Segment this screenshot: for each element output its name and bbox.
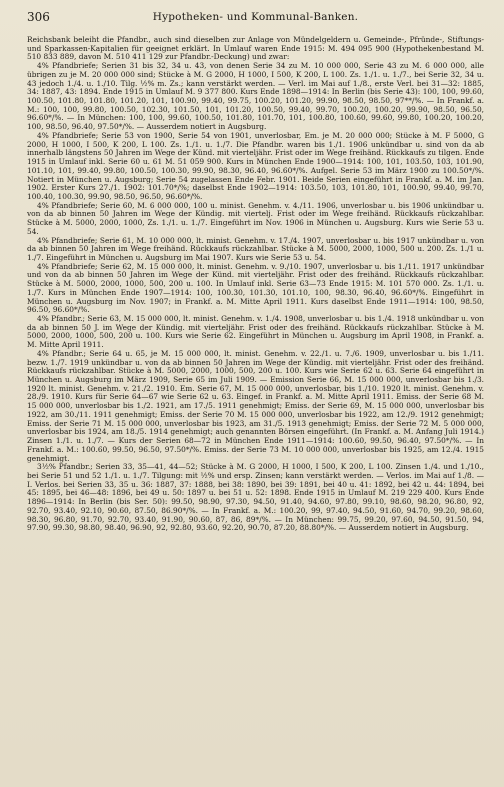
body-text <box>27 36 484 533</box>
paragraph-3-5pct-series: 3½% Pfandbr.; Serien 33, 35—41, 44—52; Stücke à M. G 2000, H 1000, I 500, K 200, L 100. Zinsen 1./4. und 1./10., bei Serie 51 und 52 1./1. u. 1./7. Tilgung: mit ½% und ersp. Zinsen; kann verstärkt werden. — Verlos. im Mai auf 1./8. — I. Verlos. bei Serien 33, 35 u. 36: 1887, 37: 1888, bei 38: 1890, bei 39: 1891, bei 40 u. 41: 1892, bei 42 u. 44: 1894, bei 45: 1895, bei 46—48: 1896, bei 49 u. 50: 1897 u. bei 51 u. 52: 1898. Ende 1915 in Umlauf M. 219 229 400. Kurs Ende 1896—1914: In Berlin (bis Ser. 50): 99.50, 98.90, 97.30, 94.50, 91.40, 94.60, 97.80, 99.10, 98.60, 98.20, 96.80, 92, 92.70, 93.40, 92.10, 90.60, 87.50, 86.90*/%. — In Frankf. a. M.: 100.20, 99, 97.40, 94.50, 91.60, 94.70, 99.20, 98.60, 98.30, 96.80, 91.70, 92.70, 93.40, 91.90, 90.60, 87, 86, 89*/%. — In München: 99.75, 99.20, 97.60, 94.50, 91.50, 94, 97.90, 99.30, 98.80, 98.40, 96.90, 92, 92.80, 93.60, 92.20, 90.70, 87.20, 88.80*/%. — Ausserdem notiert in Augsburg. <box>27 462 484 533</box>
page-header <box>27 10 484 26</box>
paragraph-4pct-series-60: 4% Pfandbriefe; Serie 60, M. 6 000 000, 100 u. minist. Genehm. v. 4./11. 1906, unverlosbar u. bis 1906 unkündbar u. von da ab binnen 50 Jahren im Wege der Kündig. mit viertelj. Frist oder im Wege freihänd. Rückkaufs rückzahlbar. Stücke à M. 5000, 2000, 1000, Zs. 1./1. u. 1./7. Eingeführt im Nov. 1906 in München u. Augsburg. Kurs wie Serie 53 u. 54. <box>27 200 484 236</box>
paragraph-reichsbank: Reichsbank beleiht die Pfandbr., auch sind dieselben zur Anlage von Mündelgeldern u. Gemeinde-, Pfründe-, Stiftungs- und Sparkassen-Kapitalien für geeignet erklärt. In Umlauf waren Ende 1915: M. 494 095 900 (Hypothekenbestand M. 510 833 889, davon M. 510 411 129 zur Pfandbr.-Deckung) und zwar: <box>27 35 484 62</box>
paragraph-4pct-series-53-54: 4% Pfandbriefe; Serie 53 von 1900, Serie 54 von 1901, unverlosbar, Em. je M. 20 000 000; Stücke à M. F 5000, G 2000, H 1000, I 500, K 200, L 100. Zs. 1./1. u. 1./7. Die Pfandbr. waren bis 1./1. 1906 unkündbar u. sind von da ab innerhalb längstens 50 Jahren im Wege der Künd. mit vierteljähr. Frist oder im Wege freihänd. Rückkaufs zu tilgen. Ende 1915 in Umlauf inkl. Serie 60 u. 61 M. 51 059 900. Kurs in München Ende 1900—1914: 100, 101, 103.50, 103, 101.90, 101.10, 101, 99.40, 99.80, 100.50, 100.30, 99.90, 98.30, 96.40, 96.60*/%. Aufgel. Serie 53 im März 1900 zu 100.50*/%. Notiert in München u. Augsburg; Serie 54 zugelassen Ende Febr. 1901. Beide Serien eingeführt in Frankf. a. M. im Jan. 1902. Erster Kurs 27./1. 1902: 101.70*/%; daselbst Ende 1902—1914: 103.50, 103, 101.80, 101, 100.90, 99.40, 99.70, 100.40, 100.30, 99.90, 98.50, 96.50, 96.60*/%. <box>27 130 484 201</box>
paragraph-4pct-series-63: 4% Pfandbr.; Serie 63, M. 15 000 000, lt. minist. Genehm. v. 1./4. 1908, unverlosbar u. bis 1./4. 1918 unkündbar u. von da ab binnen 50 J. im Wege der Kündig. mit vierteljähr. Frist oder des freihänd. Rückkaufs rückzahlbar. Stücke à M. 5000, 2000, 1000, 500, 200 u. 100. Kurs wie Serie 62. Eingeführt in München u. Augsburg im April 1908, in Frankf. a. M. Mitte April 1911. <box>27 314 484 350</box>
paragraph-4pct-series-62: 4% Pfandbriefe; Serie 62, M. 15 000 000, lt. minist. Genehm. v. 9./10. 1907, unverlosbar u. bis 1./11. 1917 unkündbar und von da ab binnen 50 Jahren im Wege der Künd. mit vierteljähr. Frist oder des freihänd. Rückkaufs rückzahlbar. Stücke à M. 5000, 2000, 1000, 500, 200 u. 100. In Umlauf inkl. Serie 63—73 Ende 1915: M. 101 570 000. Zs. 1./1. u. 1./7. Kurs in München Ende 1907—1914: 100, 100.30, 101.30, 101.10, 100, 98.30, 96.40, 96.60*/%. Eingeführt in München u. Augsburg im Nov. 1907; in Frankf. a. M. Mitte April 1911. Kurs daselbst Ende 1911—1914: 100, 98.50, 96.50, 96.60*/%. <box>27 261 484 315</box>
page-number: 306 <box>27 10 50 24</box>
paragraph-4pct-series-61: 4% Pfandbriefe; Serie 61, M. 10 000 000, lt. minist. Genehm. v. 17./4. 1907, unverlosbar u. bis 1917 unkündbar u. von da ab binnen 50 Jahren im Wege freihänd. Rückkaufs rückzahlbar. Stücke à M. 5000, 2000, 1000, 500 u. 200. Zs. 1./1 u. 1./7. Eingeführt in München u. Augsburg im Mai 1907. Kurs wie Serie 53 u. 54. <box>27 235 484 262</box>
running-head: Hypotheken- und Kommunal-Banken. <box>152 11 359 23</box>
paragraph-4pct-series-64-73: 4% Pfandbr.; Serie 64 u. 65, je M. 15 000 000, lt. minist. Genehm. v. 22./1. u. 7./6. 1909, unverlosbar u. bis 1./11. bezw. 1./7. 1919 unkündbar u. von da ab binnen 50 Jahren im Wege der Kündig. mit vierteljähr. Frist oder des freihänd. Rückkaufs rückzahlbar. Stücke à M. 5000, 2000, 1000, 500, 200 u. 100. Kurs wie Serie 62 u. 63. Serie 64 eingeführt in München u. Augsburg im März 1909, Serie 65 im Juli 1909. — Emission Serie 66, M. 15 000 000, unverlosbar bis 1./3. 1920 lt. minist. Genehm. v. 21./2. 1910. Em. Serie 67, M. 15 000 000, unverlosbar, bis 1./10. 1920 lt. minist. Genehm. v. 28./9. 1910. Kurs für Serie 64—67 wie Serie 62 u. 63. Eingef. in Frankf. a. M. Mitte April 1911. Emiss. der Serie 68 M. 15 000 000, unverlosbar bis 1./2. 1921, am 17./5. 1911 genehmigt; Emiss. der Serie 69, M. 15 000 000, unverlosbar bis 1922, am 30./11. 1911 genehmigt; Emiss. der Serie 70 M. 15 000 000, unverlosbar bis 1922, am 12./9. 1912 genehmigt; Emiss. der Serie 71 M. 15 000 000, unverlosbar bis 1923, am 31./5. 1913 genehmigt; Emiss. der Serie 72 M. 5 000 000, unverlosbar bis 1924, am 18./5. 1914 genehmigt; auch genannten Börsen eingeführt. (In Frankf. a. M. Anfang Juli 1914.) Zinsen 1./1. u. 1./7. — Kurs der Serien 68—72 in München Ende 1911—1914: 100.60, 99.50, 96.40, 97.50*/%. — In Frankf. a. M.: 100.60, 99.50, 96.50, 97.50*/%. Emiss. der Serie 73 M. 10 000 000, unverlosbar bis 1925, am 12./4. 1915 genehmigt. <box>27 348 484 463</box>
paragraph-4pct-series-31-43: 4% Pfandbriefe; Serien 31 bis 32, 34 u. 43, von denen Serie 34 zu M. 10 000 000, Serie 43 zu M. 6 000 000, alle übrigen zu je M. 20 000 000 sind; Stücke à M. G 2000, H 1000, I 500, K 200, L 100. Zs. 1./1. u. 1./7., bei Serie 32, 34 u. 43 jedoch 1./4. u. 1./10. Tilg. ½% m. Zs.; kann verstärkt werden. — Verl. im Mai auf 1./8., erste Verl. bei 31—32: 1885, 34: 1887, 43: 1894. Ende 1915 in Umlauf M. 9 377 800. Kurs Ende 1898—1914: In Berlin (bis Serie 43): 100, 100, 99.60, 100.50, 101.80, 101.80, 101.20, 101, 100.90, 99.40, 99.75, 100.20, 101.20, 99.90, 98.50, 98.50, 97**/%. — In Frankf. a. M.: 100, 100, 99.80, 100.50, 102.30, 101.50, 101, 101.20, 100.50, 99.40, 99.70, 100.20, 100.20, 99.90, 98.50, 96.50, 96.60*/%. — In München: 100, 100, 99.60, 100.50, 101.80, 101.70, 101, 100.80, 100.60, 99.60, 99.80, 100.20, 100.20, 100, 98.50, 96.40, 97.50*/%. — Ausserdem notiert in Augsburg. <box>27 61 484 132</box>
